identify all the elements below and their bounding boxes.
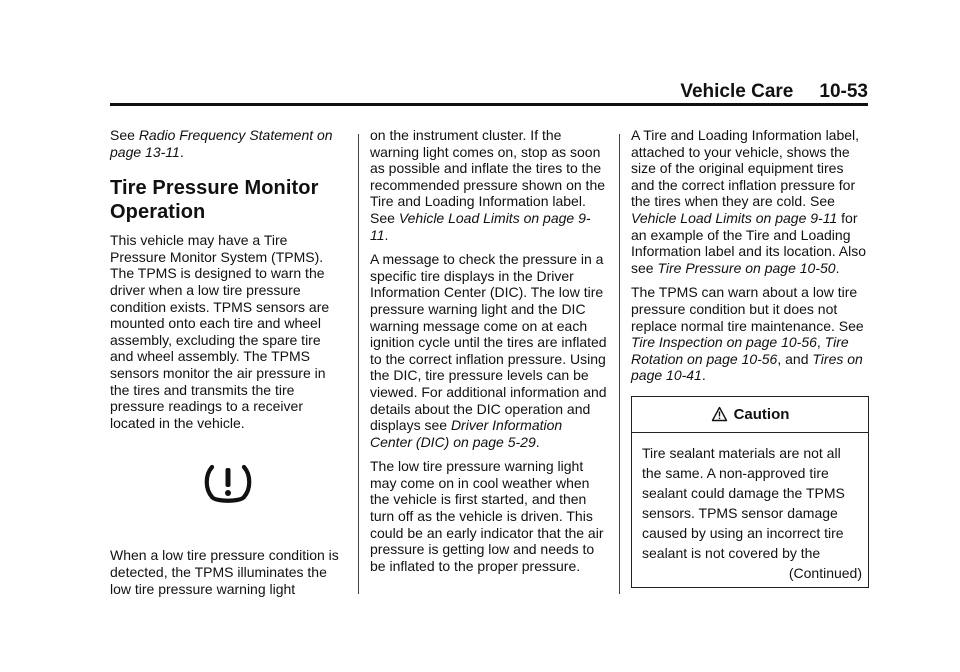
section-heading: Tire Pressure Monitor Operation bbox=[110, 177, 319, 224]
header-rule bbox=[110, 103, 868, 106]
cross-reference: Driver Information Center (DIC) on page 5-29 bbox=[370, 417, 563, 450]
column-1 bbox=[110, 127, 346, 605]
cross-reference: Tire Inspection on page 10-56 bbox=[631, 334, 817, 351]
caution-icon bbox=[711, 406, 728, 422]
cross-reference: Tire Pressure on page 10-50 bbox=[657, 259, 836, 276]
column-divider bbox=[358, 134, 359, 594]
caution-box bbox=[631, 396, 869, 588]
cross-reference: Vehicle Load Limits on page 9-11 bbox=[370, 209, 591, 243]
paragraph: The TPMS can warn about a low tire pressure condition but it does not replace normal tire maintenance. See Tire Inspection on page 10-56, Tire Rotation on page 10-56, and Tires on page 10-41. bbox=[631, 284, 864, 384]
column-divider bbox=[619, 134, 620, 594]
paragraph: The low tire pressure warning light may come on in cool weather when the vehicle is first started, and then turn off as the vehicle is driven. This could be an early indicator that the air pressure is getting low and needs to be inflated to the proper pressure. bbox=[370, 458, 604, 574]
paragraph: on the instrument cluster. If the warning light comes on, stop as soon as possible and inflate the tires to the recommended pressure shown on the Tire and Loading Information label. See Vehicle Load Limits on page 9-11. bbox=[370, 127, 606, 243]
caution-text: Tire sealant materials are not all the same. A non-approved tire sealant could damage the TPMS sensors. TPMS sensor damage caused by using an incorrect tire sealant is not covered by the bbox=[642, 444, 845, 561]
cross-reference: Tire Rotation on page 10-56 bbox=[631, 334, 849, 367]
cross-reference: Vehicle Load Limits on page 9-11 bbox=[631, 209, 838, 226]
column-2 bbox=[370, 127, 608, 582]
tire-pressure-warning-icon bbox=[203, 461, 253, 505]
see-also-paragraph: See Radio Frequency Statement on page 13-11. bbox=[110, 127, 333, 160]
intro-paragraph: This vehicle may have a Tire Pressure Monitor System (TPMS). The TPMS is designed to warn the driver when a low tire pressure condition exists. TPMS sensors are mounted onto each tire and wheel assembly, excluding the spare tire and wheel assembly. The TPMS sensors monitor the air pressure in the tires and transmits the tire pressure readings to a receiver located in the vehicle. bbox=[110, 232, 330, 431]
continued-label: (Continued) bbox=[788, 564, 862, 581]
column-3 bbox=[631, 127, 869, 588]
warning-paragraph: When a low tire pressure condition is detected, the TPMS illuminates the low tire pressure warning light bbox=[110, 547, 339, 597]
paragraph: A Tire and Loading Information label, attached to your vehicle, shows the size of the original equipment tires and the correct inflation pressure for the tires when they are cold. See Vehicle Load Limits on page 9-11 for an example of the Tire and Loading Information label and its location. Also see Tire Pressure on page 10-50. bbox=[631, 127, 867, 276]
caution-header bbox=[632, 397, 868, 433]
section-title: Vehicle Care bbox=[680, 81, 794, 102]
paragraph: A message to check the pressure in a specific tire displays in the Driver Information Center (DIC). The low tire pressure warning light and the DIC warning message come on at each ignition cycle until the tires are inflated to the correct inflation pressure. Using the DIC, tire pressure levels can be viewed. For additional information and details about the DIC operation and displays see Driver Information Center (DIC) on page 5-29. bbox=[370, 251, 607, 450]
caution-title: Caution bbox=[733, 405, 790, 423]
page-header bbox=[110, 80, 868, 104]
page-number: 10-53 bbox=[819, 81, 868, 102]
cross-reference: Tires on page 10-41 bbox=[631, 350, 863, 384]
cross-reference: Radio Frequency Statement on page 13-11 bbox=[110, 127, 333, 160]
